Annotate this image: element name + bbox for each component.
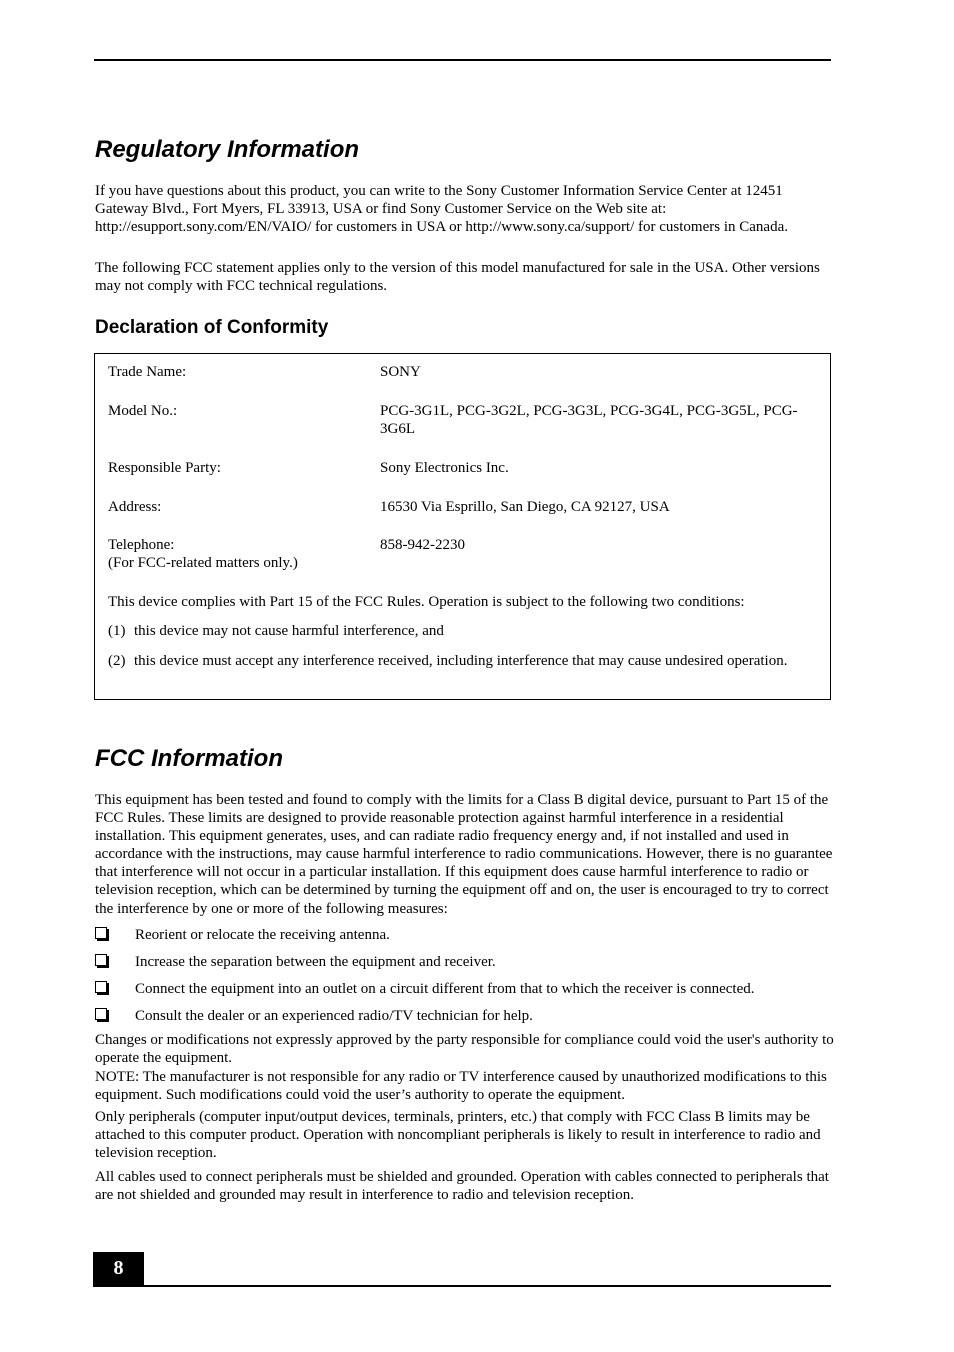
model-no-value: PCG-3G1L, PCG-3G2L, PCG-3G3L, PCG-3G4L, PCG-3G5L, PCG-3G6L bbox=[380, 403, 798, 438]
trade-name-label: Trade Name: bbox=[108, 364, 187, 380]
condition-1-number: (1) bbox=[108, 623, 126, 639]
checkbox-bullet-icon bbox=[95, 954, 107, 966]
changes-paragraph: Changes or modifications not expressly approved by the party responsible for compliance could void the user's authority to operate the equipment. bbox=[95, 1032, 834, 1067]
declaration-title: Declaration of Conformity bbox=[95, 317, 329, 338]
measure-item bbox=[95, 1007, 835, 1027]
condition-2-text: this device must accept any interference received, including interference that may cause undesired operation. bbox=[134, 653, 788, 669]
trade-name-value: SONY bbox=[380, 364, 421, 380]
footer-rule bbox=[93, 1285, 831, 1287]
fcc-intro-paragraph: This equipment has been tested and found to comply with the limits for a Class B digital device, pursuant to Part 15 of the FCC Rules. These limits are designed to provide reasonable protection against harmful interference in a residential installation. This equipment generates, uses, and can radiate radio frequency energy and, if not installed and used in accordance with the instructions, may cause harmful interference to radio communications. However, there is no guarantee that interference will not occur in a particular installation. If this equipment does cause harmful interference to radio or television reception, which can be determined by turning the equipment off and on, the user is encouraged to try to correct the interference by one or more of the following measures: bbox=[95, 792, 833, 917]
regulatory-title: Regulatory Information bbox=[95, 136, 360, 163]
fcc-title: FCC Information bbox=[95, 745, 283, 772]
note-paragraph: NOTE: The manufacturer is not responsible for any radio or TV interference caused by unauthorized modifications to this equipment. Such modifications could void the user’s authority to operate the equipment. bbox=[95, 1069, 827, 1104]
responsible-party-label: Responsible Party: bbox=[108, 460, 221, 476]
regulatory-contact-paragraph: If you have questions about this product, you can write to the Sony Customer Information Service Center at 12451 Gateway Blvd., Fort Myers, FL 33913, USA or find Sony Customer Service on the Web site at: http://esupport.sony.com/EN/VAIO/ for customers in USA or http://www.sony.ca/support/ for customers in Canada. bbox=[95, 183, 788, 236]
address-label: Address: bbox=[108, 499, 162, 515]
checkbox-bullet-icon bbox=[95, 1008, 107, 1020]
condition-2-number: (2) bbox=[108, 653, 126, 669]
declaration-box bbox=[94, 353, 831, 700]
measure-text: Reorient or relocate the receiving antenna. bbox=[135, 927, 390, 943]
address-value: 16530 Via Esprillo, San Diego, CA 92127, USA bbox=[380, 499, 670, 515]
condition-1-text: this device may not cause harmful interference, and bbox=[134, 623, 444, 639]
cables-paragraph: All cables used to connect peripherals must be shielded and grounded. Operation with cables connected to peripherals that are not shielded and grounded may result in interference to radio and television reception. bbox=[95, 1169, 829, 1204]
measure-text: Connect the equipment into an outlet on a circuit different from that to which the receiver is connected. bbox=[135, 981, 755, 997]
measure-text: Increase the separation between the equipment and receiver. bbox=[135, 954, 496, 970]
checkbox-bullet-icon bbox=[95, 927, 107, 939]
page-number-box bbox=[93, 1252, 144, 1287]
telephone-sublabel: (For FCC-related matters only.) bbox=[108, 555, 298, 571]
compliance-statement: This device complies with Part 15 of the FCC Rules. Operation is subject to the following two conditions: bbox=[108, 594, 745, 610]
page-number: 8 bbox=[113, 1257, 124, 1279]
checkbox-bullet-icon bbox=[95, 981, 107, 993]
telephone-value: 858-942-2230 bbox=[380, 537, 465, 553]
measure-item bbox=[95, 980, 835, 1000]
responsible-party-value: Sony Electronics Inc. bbox=[380, 460, 509, 476]
telephone-label: Telephone: bbox=[108, 537, 175, 553]
peripherals-paragraph: Only peripherals (computer input/output devices, terminals, printers, etc.) that comply with FCC Class B limits may be attached to this computer product. Operation with noncompliant peripherals is likely to result in interference to radio and television reception. bbox=[95, 1109, 821, 1162]
model-no-label: Model No.: bbox=[108, 403, 178, 419]
measure-item bbox=[95, 953, 835, 973]
header-rule bbox=[94, 59, 831, 61]
measure-text: Consult the dealer or an experienced radio/TV technician for help. bbox=[135, 1008, 533, 1024]
measure-item bbox=[95, 926, 835, 946]
fcc-applicability-paragraph: The following FCC statement applies only to the version of this model manufactured for sale in the USA. Other versions may not comply with FCC technical regulations. bbox=[95, 260, 820, 295]
